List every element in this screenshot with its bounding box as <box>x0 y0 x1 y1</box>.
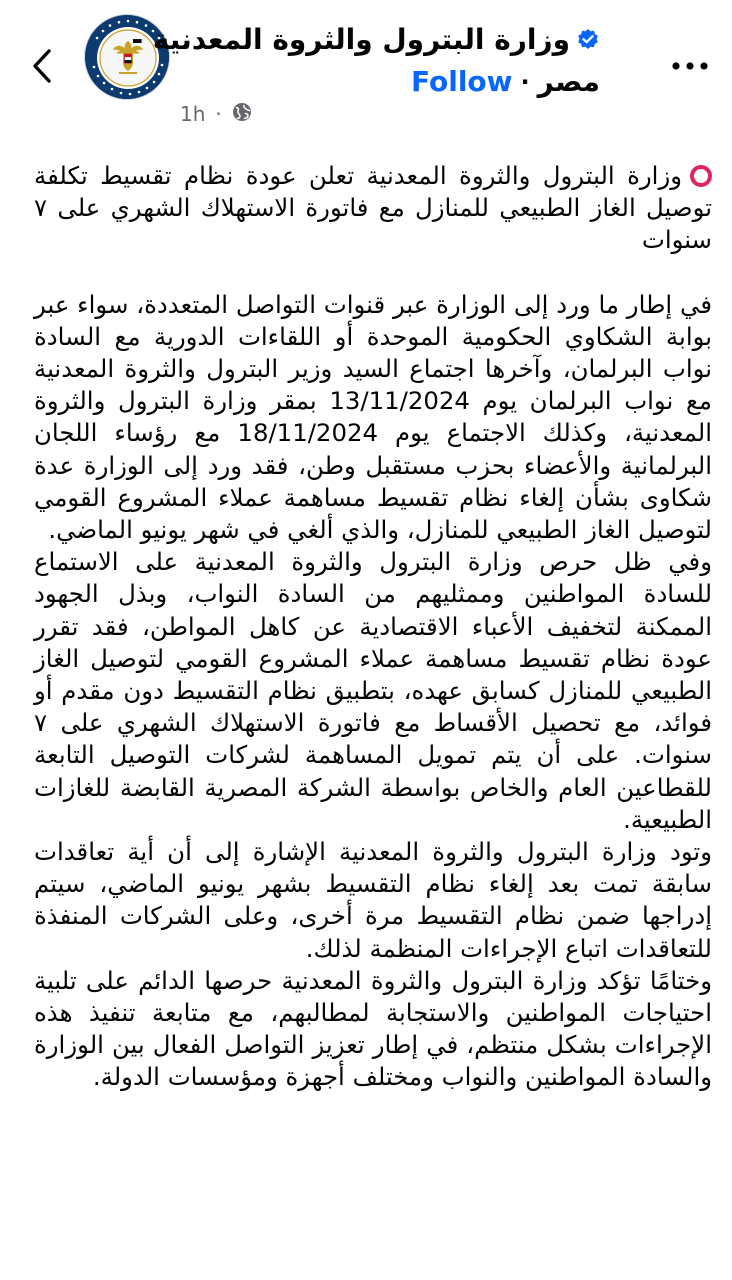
page-name[interactable]: وزارة البترول والثروة المعدنية - <box>131 23 570 56</box>
dot-separator: · <box>520 68 530 96</box>
headline-text: وزارة البترول والثروة المعدنية تعلن عودة نظام تقسيط تكلفة توصيل الغاز الطبيعي للمنازل مع فاتورة الاستهلاك الشهري على ٧ سنوات <box>34 161 712 255</box>
post-headline <box>34 160 712 257</box>
post-header <box>0 0 732 140</box>
follow-button[interactable]: Follow <box>411 65 513 98</box>
page-name-suffix[interactable]: مصر <box>537 65 600 98</box>
more-options-button[interactable] <box>660 46 720 86</box>
chevron-left-icon <box>31 48 53 84</box>
more-horizontal-icon <box>670 61 710 71</box>
meta-separator: · <box>215 102 222 126</box>
post-body <box>34 160 712 1094</box>
post-paragraph-4: وختامًا تؤكد وزارة البترول والثروة المعدنية حرصها الدائم على تلبية احتياجات المواطنين والاستجابة لمطالبهم، مع متابعة تنفيذ هذه الإجراءات بشكل منتظم، في إطار تعزيز التواصل الفعال بين الوزارة والسادة المواطنين والنواب ومختلف أجهزة ومؤسسات الدولة. <box>34 965 712 1092</box>
post-paragraph-1: في إطار ما ورد إلى الوزارة عبر قنوات التواصل المتعددة، سواء عبر بوابة الشكاوي الحكومية الموحدة أو اللقاءات الدورية مع السادة نواب البرلمان، وآخرها اجتماع السيد وزير البترول والثروة المعدنية مع نواب البرلمان يوم 13/11/2024 بمقر وزارة البترول والثروة المعدنية، وكذلك الاجتماع يوم 18/11/2024 مع رؤساء اللجان البرلمانية والأعضاء بحزب مستقبل وطن، فقد ورد إلى الوزارة عدة شكاوى بشأن إلغاء نظام تقسيط مساهمة عملاء المشروع القومي لتوصيل الغاز الطبيعي للمنازل، والذي ألغي في شهر يونيو الماضي. <box>34 289 712 545</box>
post-paragraph-2: وفي ظل حرص وزارة البترول والثروة المعدنية على الاستماع للسادة المواطنين وممثليهم من السادة النواب، وبذل الجهود الممكنة لتخفيف الأعباء الاقتصادية عن كاهل المواطن، فقد تقرر عودة نظام تقسيط مساهمة عملاء المشروع القومي لتوصيل الغاز الطبيعي للمنازل كسابق عهده، بتطبيق نظام التقسيط دون مقدم أو فوائد، مع تحصيل الأقساط مع فاتورة الاستهلاك الشهري على ٧ سنوات. على أن يتم تمويل المساهمة لشركات التوصيل التابعة للقطاعين العام والخاص بواسطة الشركة المصرية القابضة للغازات الطبيعية. <box>34 547 712 834</box>
post-meta <box>180 100 252 128</box>
page-title-block <box>131 18 600 102</box>
back-button[interactable] <box>22 38 62 94</box>
globe-icon <box>232 102 252 127</box>
verified-badge-icon <box>576 28 600 52</box>
post-paragraph-3: وتود وزارة البترول والثروة المعدنية الإشارة إلى أن أية تعاقدات سابقة تمت بعد إلغاء نظام التقسيط بشهر يونيو الماضي، سيتم إدراجها ضمن نظام التقسيط مرة أخرى، وعلى الشركات المنفذة للتعاقدات اتباع الإجراءات المنظمة لذلك. <box>34 837 712 963</box>
red-circle-icon <box>690 165 712 187</box>
post-time[interactable]: 1h <box>180 102 206 126</box>
